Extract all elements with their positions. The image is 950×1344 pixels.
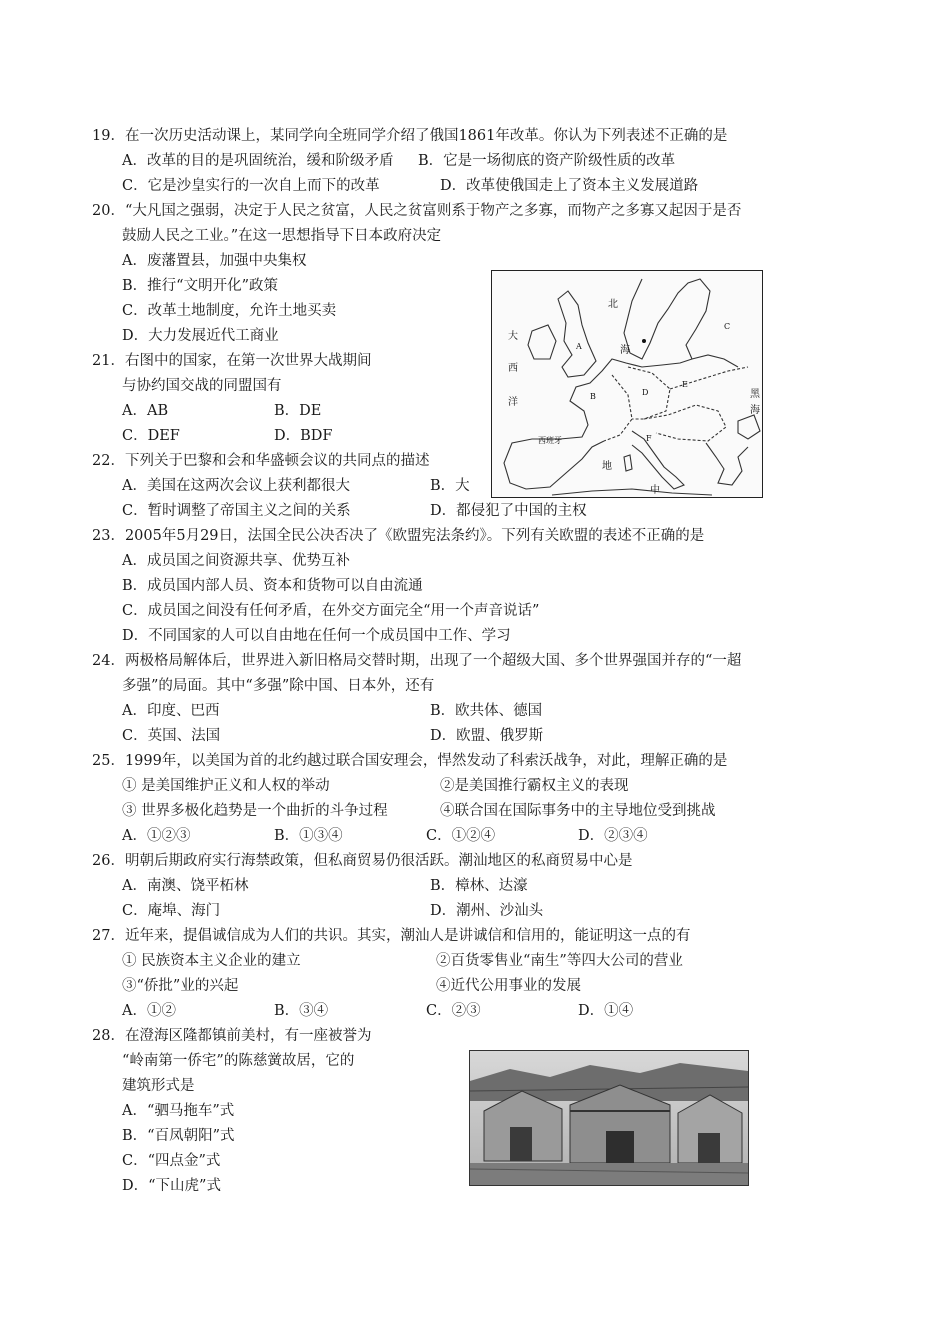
q23-option-c: C．成员国之间没有任何矛盾，在外交方面完全“用一个声音说话” [122, 603, 540, 619]
q22-option-b: B．大 [430, 478, 470, 494]
q20-option-d: D．大力发展近代工商业 [122, 328, 279, 344]
q21-option-d: D．BDF [274, 428, 333, 444]
q19-option-d: D．改革使俄国走上了资本主义发展道路 [440, 178, 699, 194]
q22-stem: 22．下列关于巴黎和会和华盛顿会议的共同点的描述 [92, 453, 430, 469]
residence-photo-drawing [470, 1051, 748, 1185]
map-label-sea: 海 [620, 345, 630, 356]
q27-option-d: D．①④ [578, 1003, 634, 1019]
q28-option-a: A．“驷马拖车”式 [122, 1103, 235, 1119]
q28-option-b: B．“百凤朝阳”式 [122, 1128, 235, 1144]
q28-stem-line3: 建筑形式是 [122, 1078, 195, 1094]
q24-option-b: B．欧共体、德国 [430, 703, 543, 719]
q23-stem: 23．2005年5月29日，法国全民公决否决了《欧盟宪法条约》。下列有关欧盟的表述不正确的是 [92, 528, 705, 544]
q25-option-c: C．①②④ [426, 828, 496, 844]
q26-stem: 26．明朝后期政府实行海禁政策，但私商贸易仍很活跃。潮汕地区的私商贸易中心是 [92, 853, 633, 869]
q20-option-c: C．改革土地制度，允许土地买卖 [122, 303, 337, 319]
map-label-hai2: 海 [750, 405, 760, 416]
q19-option-a: A．改革的目的是巩固统治，缓和阶级矛盾 [122, 153, 394, 169]
map-label-e: E [682, 380, 688, 389]
q20-stem-line1: 20．“大凡国之强弱，决定于人民之贫富，人民之贫富则系于物产之多寡，而物产之多寡又起因于是否 [92, 203, 742, 219]
map-label-di: 地 [602, 461, 612, 472]
q24-option-c: C．英国、法国 [122, 728, 221, 744]
q25-statement-4: ④联合国在国际事务中的主导地位受到挑战 [440, 803, 716, 819]
q20-stem-line2: 鼓励人民之工业。”在这一思想指导下日本政府决定 [122, 228, 442, 244]
q26-option-c: C．庵埠、海门 [122, 903, 221, 919]
map-label-a: A [576, 342, 582, 351]
q26-option-b: B．樟林、达濠 [430, 878, 528, 894]
q22-option-d: D．都侵犯了中国的主权 [430, 503, 587, 519]
q20-option-b: B．推行“文明开化”政策 [122, 278, 278, 294]
map-label-f: F [646, 434, 652, 443]
map-label-xi: 西 [508, 363, 518, 374]
q25-option-d: D．②③④ [578, 828, 648, 844]
q24-stem-line2: 多强”的局面。其中“多强”除中国、日本外，还有 [122, 678, 435, 694]
q25-statement-3: ③ 世界多极化趋势是一个曲折的斗争过程 [122, 803, 388, 819]
q19-stem: 19．在一次历史活动课上，某同学向全班同学介绍了俄国1861年改革。你认为下列表述不正确的是 [92, 128, 728, 144]
q25-option-a: A．①②③ [122, 828, 191, 844]
q27-option-b: B．③④ [274, 1003, 329, 1019]
q25-stem: 25．1999年，以美国为首的北约越过联合国安理会，悍然发动了科索沃战争，对此，理解正确的是 [92, 753, 728, 769]
map-coast-blacksea [738, 415, 760, 439]
q21-stem-line1: 21．右图中的国家，在第一次世界大战期间 [92, 353, 372, 369]
q27-statement-3: ③“侨批”业的兴起 [122, 978, 239, 994]
map-coast-africa [552, 489, 712, 495]
map-coast-scandinavia [624, 279, 710, 359]
q27-statement-2: ②百货零售业“南生”等四大公司的营业 [436, 953, 683, 969]
q23-option-d: D．不同国家的人可以自由地在任何一个成员国中工作、学习 [122, 628, 511, 644]
map-coast-italy [632, 431, 684, 489]
map-label-yang: 洋 [508, 397, 518, 408]
map-label-north: 北 [608, 299, 618, 310]
q26-option-a: A．南澳、饶平柘林 [122, 878, 249, 894]
q23-option-b: B．成员国内部人员、资本和货物可以自由流通 [122, 578, 423, 594]
map-border-austria [644, 405, 726, 441]
map-border-germany [628, 367, 670, 419]
map-label-c: C [724, 322, 731, 331]
q21-option-b: B．DE [274, 403, 322, 419]
map-label-zhong: 中 [650, 485, 660, 496]
europe-map-figure [491, 270, 763, 498]
q25-statement-1: ① 是美国维护正义和人权的举动 [122, 778, 330, 794]
map-label-hei: 黑 [750, 389, 760, 400]
q19-option-b: B．它是一场彻底的资产阶级性质的改革 [418, 153, 676, 169]
q28-stem-line1: 28．在澄海区隆都镇前美村，有一座被誉为 [92, 1028, 372, 1044]
map-coast-continent [504, 355, 738, 489]
q22-option-c: C．暂时调整了帝国主义之间的关系 [122, 503, 351, 519]
q22-option-a: A．美国在这两次会议上获利都很大 [122, 478, 350, 494]
q28-option-d: D．“下山虎”式 [122, 1178, 221, 1194]
europe-map [492, 271, 762, 497]
map-coast-balkans [706, 443, 748, 485]
q28-option-c: C．“四点金”式 [122, 1153, 221, 1169]
q27-statement-1: ① 民族资本主义企业的建立 [122, 953, 301, 969]
map-coast-ireland [528, 325, 556, 359]
map-label-da: 大 [508, 331, 518, 342]
q21-option-a: A．AB [122, 403, 169, 419]
q21-option-c: C．DEF [122, 428, 180, 444]
q28-stem-line2: “岭南第一侨宅”的陈慈黉故居，它的 [122, 1053, 355, 1069]
q23-option-a: A．成员国之间资源共享、优势互补 [122, 553, 350, 569]
map-label-d: D [642, 388, 649, 397]
q25-statement-2: ②是美国推行霸权主义的表现 [440, 778, 629, 794]
map-label-b: B [590, 392, 596, 401]
residence-photo [469, 1050, 749, 1186]
map-island-sardinia [624, 455, 632, 471]
q27-option-a: A．①② [122, 1003, 176, 1019]
map-coast-britain [558, 291, 596, 377]
map-label-spain: 西班牙 [538, 436, 562, 445]
map-border-france [604, 375, 632, 441]
map-capital-dot [642, 339, 646, 343]
q24-option-d: D．欧盟、俄罗斯 [430, 728, 544, 744]
q24-option-a: A．印度、巴西 [122, 703, 220, 719]
q25-option-b: B．①③④ [274, 828, 343, 844]
q27-statement-4: ④近代公用事业的发展 [436, 978, 581, 994]
q21-stem-line2: 与协约国交战的同盟国有 [122, 378, 282, 394]
q26-option-d: D．潮州、沙汕头 [430, 903, 544, 919]
q27-option-c: C．②③ [426, 1003, 481, 1019]
q19-option-c: C．它是沙皇实行的一次自上而下的改革 [122, 178, 380, 194]
q20-option-a: A．废藩置县，加强中央集权 [122, 253, 307, 269]
q27-stem: 27．近年来，提倡诚信成为人们的共识。其实，潮汕人是讲诚信和信用的，能证明这一点的有 [92, 928, 691, 944]
q24-stem-line1: 24．两极格局解体后，世界进入新旧格局交替时期，出现了一个超级大国、多个世界强国并存的“一超 [92, 653, 742, 669]
